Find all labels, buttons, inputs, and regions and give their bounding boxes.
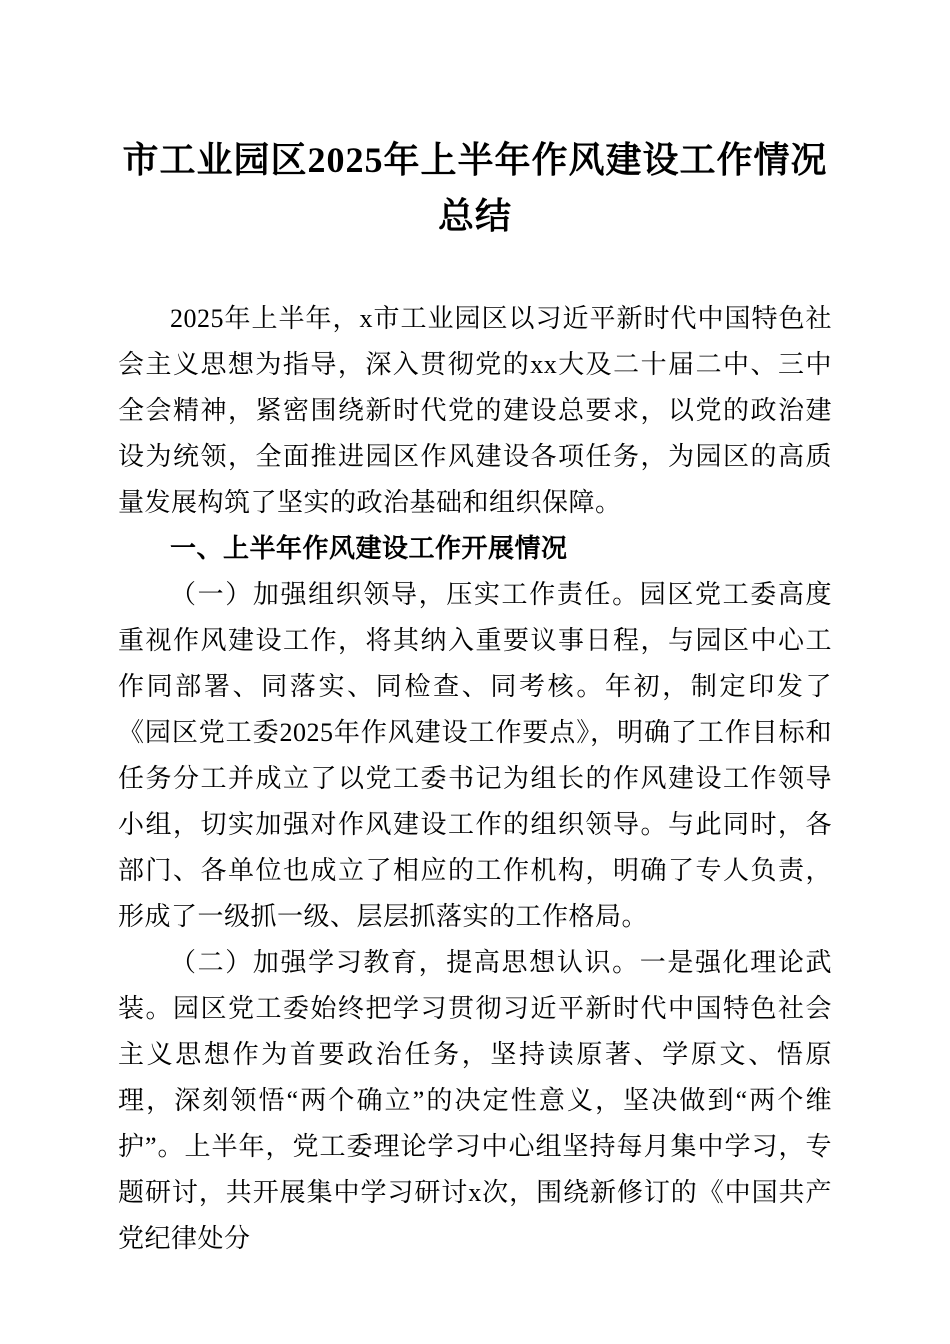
paragraph-section-1-item-2: （二）加强学习教育，提高思想认识。一是强化理论武装。园区党工委始终把学习贯彻习近平新时代中国特色社会主义思想作为首要政治任务，坚持读原著、学原文、悟原理，深刻领悟“两个确立”的决定性意义，坚决做到“两个维护”。上半年，党工委理论学习中心组坚持每月集中学习，专题研讨，共开展集中学习研讨x次，围绕新修订的《中国共产党纪律处分 [118, 948, 832, 1253]
document-title: 市工业园区2025年上半年作风建设工作情况总结 [122, 140, 828, 236]
section-heading-1: 一、上半年作风建设工作开展情况 [170, 534, 568, 563]
paragraph-intro: 2025年上半年，x市工业园区以习近平新时代中国特色社会主义思想为指导，深入贯彻党的xx大及二十届二中、三中全会精神，紧密围绕新时代党的建设总要求，以党的政治建设为统领，全面推进园区作风建设各项任务，为园区的高质量发展构筑了坚实的政治基础和组织保障。 [118, 304, 832, 517]
paragraph-section-1-item-1: （一）加强组织领导，压实工作责任。园区党工委高度重视作风建设工作，将其纳入重要议事日程，与园区中心工作同部署、同落实、同检查、同考核。年初，制定印发了《园区党工委2025年作风建设工作要点》，明确了工作目标和任务分工并成立了以党工委书记为组长的作风建设工作领导小组，切实加强对作风建设工作的组织领导。与此同时，各部门、各单位也成立了相应的工作机构，明确了专人负责，形成了一级抓一级、层层抓落实的工作格局。 [118, 580, 832, 931]
